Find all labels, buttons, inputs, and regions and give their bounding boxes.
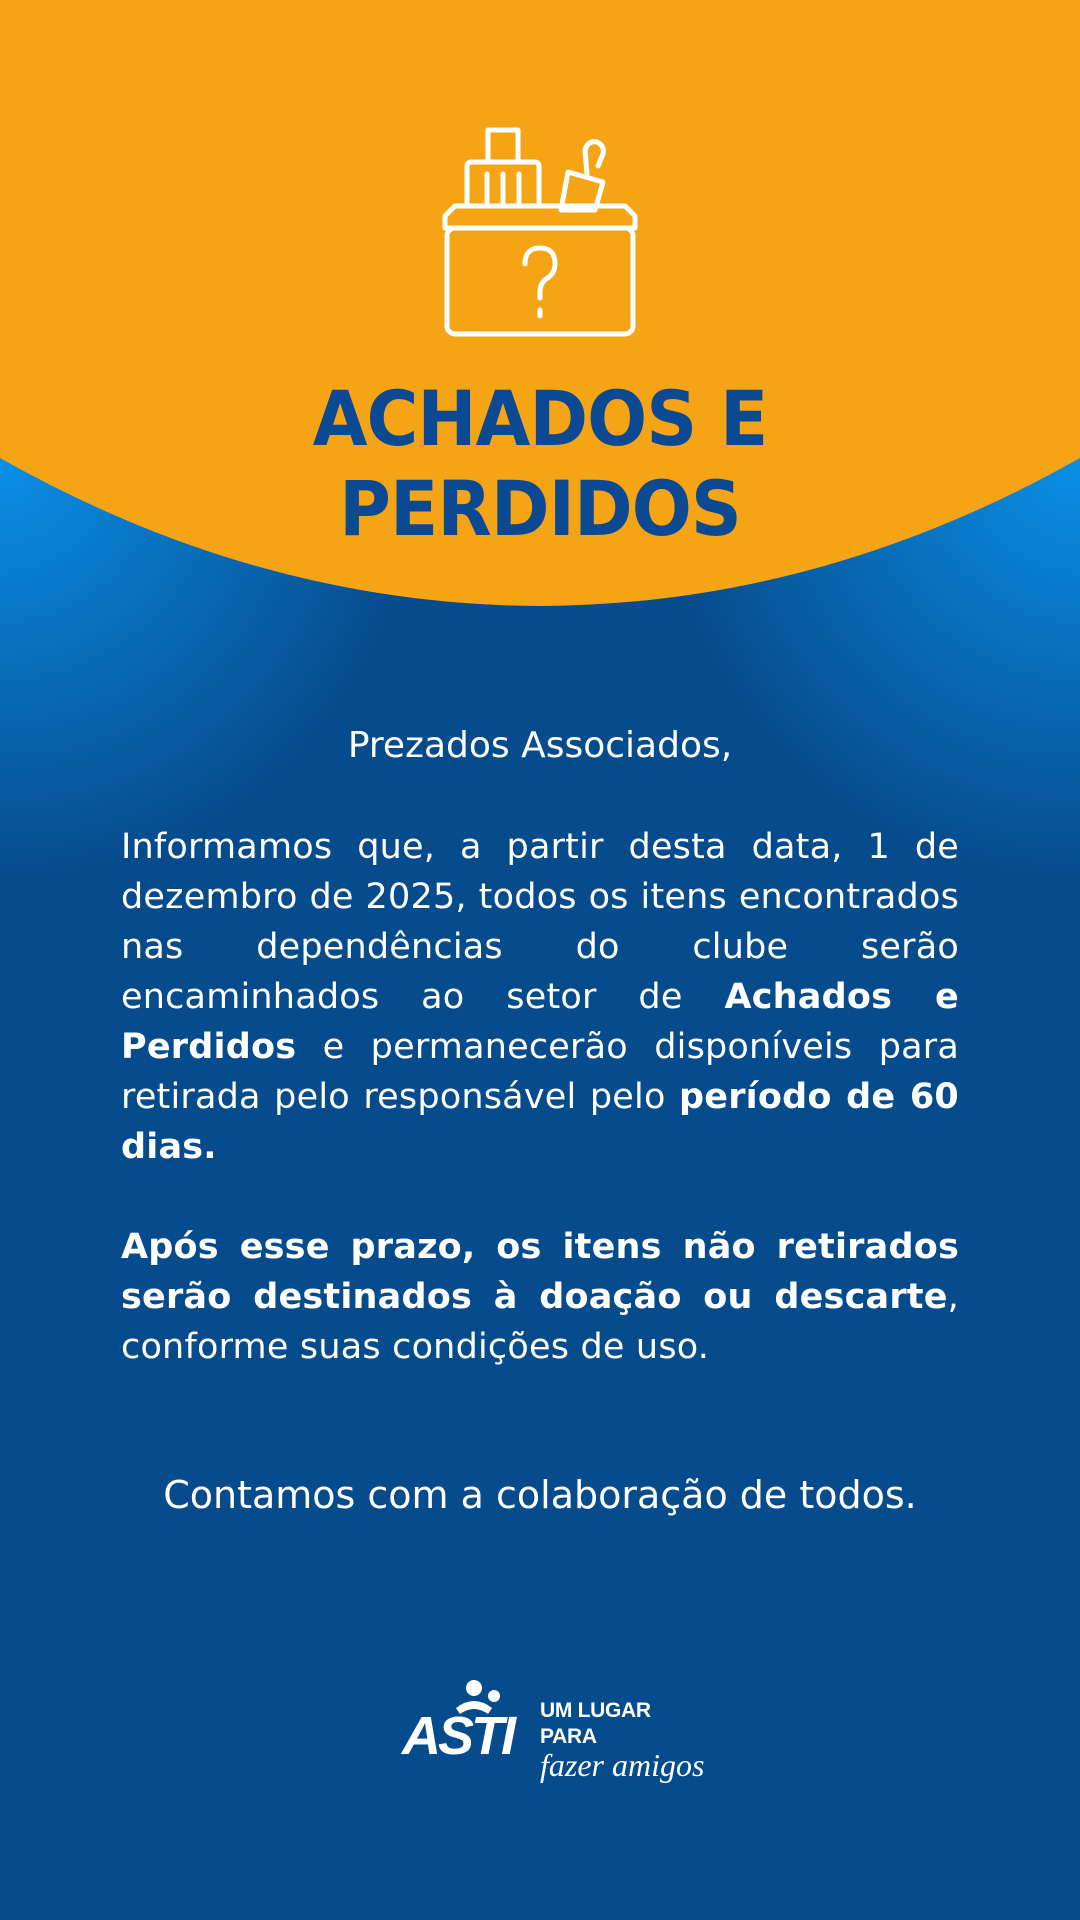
paragraph-1 (121, 822, 959, 1172)
paragraph-1-text-1: Informamos que, a partir desta data, 1 de dezembro de 2025, todos os itens encontrados nas dependências do clube serão encaminhados ao setor de (121, 827, 959, 1017)
tagline-line-1: UM LUGAR PARA (540, 1699, 651, 1748)
announcement-body (121, 822, 959, 1372)
paragraph-1-bold-2: período de 60 dias. (121, 1077, 959, 1167)
asti-logo (400, 1676, 710, 1783)
salutation: Prezados Associados, (347, 725, 733, 766)
paragraph-2-text-1: , conforme suas condições de uso. (121, 1277, 959, 1367)
title-line-1: ACHADOS E (312, 374, 768, 463)
logo-tagline (540, 1676, 710, 1783)
paragraph-1-text-2: e permanecerão disponíveis para retirada pelo responsável pelo (121, 1027, 959, 1117)
lost-and-found-box-icon (425, 122, 655, 342)
asti-logo-lettering: ASTI (402, 1706, 514, 1758)
paragraph-2 (121, 1222, 959, 1372)
paragraph-2-bold-1: Após esse prazo, os itens não retirados serão destinados à doação ou descarte (121, 1227, 959, 1317)
closing-line: Contamos com a colaboração de todos. (163, 1473, 917, 1517)
tagline-line-2: fazer amigos (540, 1747, 705, 1783)
asti-logo-mark (400, 1678, 525, 1758)
title-line-2: PERDIDOS (339, 464, 741, 553)
page-title (38, 374, 1042, 554)
paragraph-1-bold-1: Achados e Perdidos (121, 977, 959, 1067)
